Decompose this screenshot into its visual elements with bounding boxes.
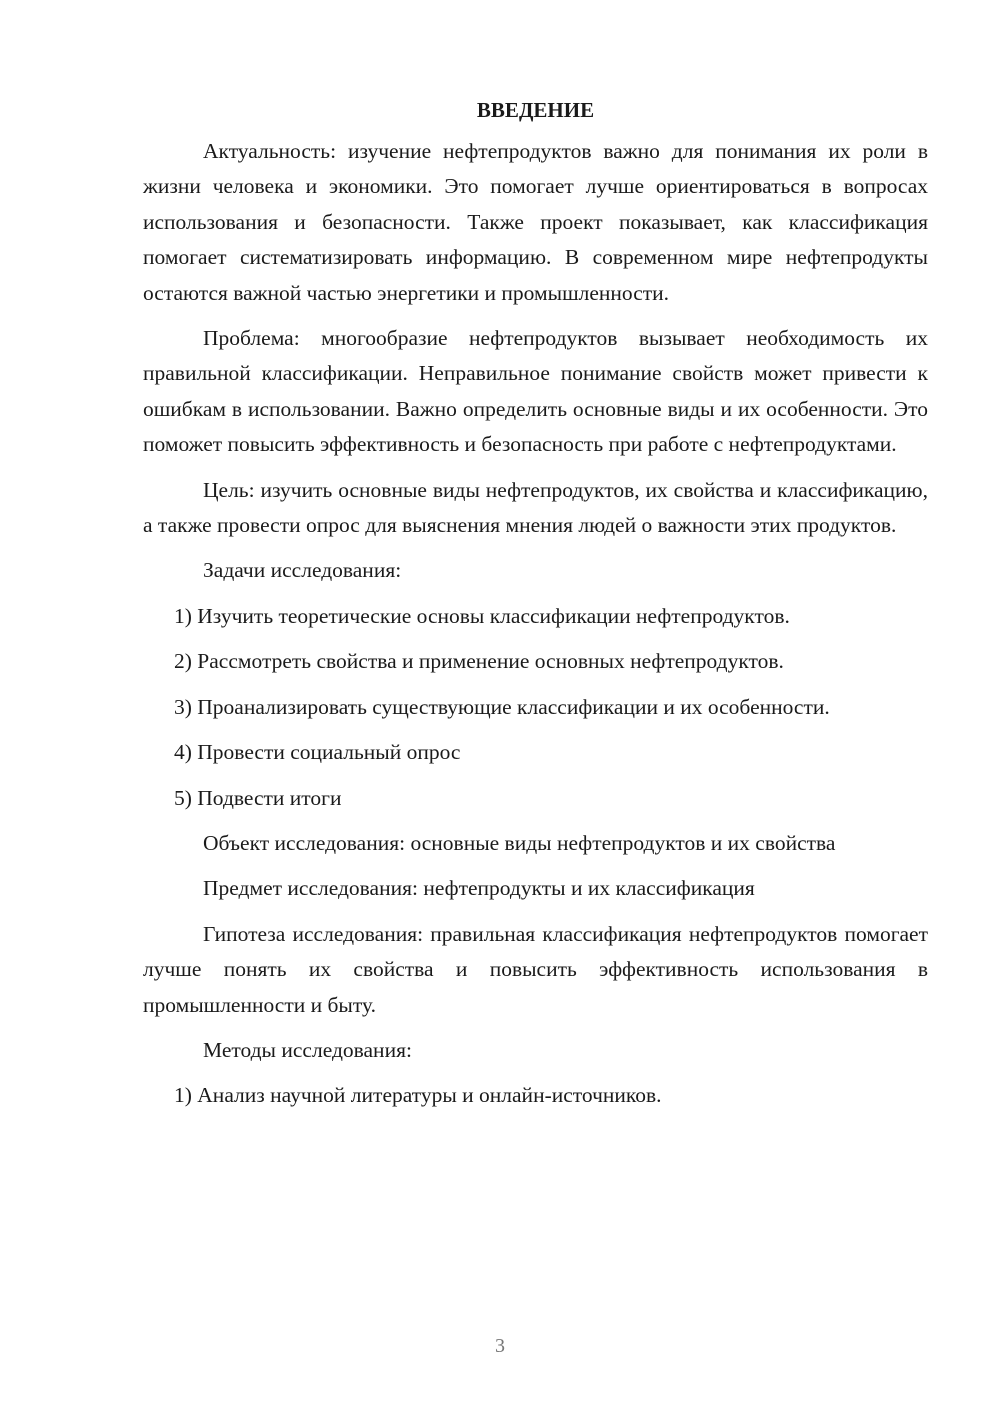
task-item: 4) Провести социальный опрос	[174, 740, 461, 765]
methods-heading: Методы исследования:	[203, 1037, 412, 1062]
task-item: 5) Подвести итоги	[174, 785, 342, 810]
subject-paragraph: Предмет исследования: нефтепродукты и их классификация	[203, 876, 755, 901]
goal-paragraph: Цель: изучить основные виды нефтепродуктов, их свойства и классификацию, а также провести опрос для выяснения мнения людей о важности этих продуктов.	[143, 477, 928, 538]
relevance-paragraph: Актуальность: изучение нефтепродуктов важно для понимания их роли в жизни человека и экономики. Это помогает лучше ориентироваться в вопросах использования и безопасности. Также проект показывает, как классификация помогает систематизировать информацию. В современном мире нефтепродукты остаются важной частью энергетики и промышленности.	[143, 139, 928, 305]
method-item: 1) Анализ научной литературы и онлайн-источников.	[174, 1083, 662, 1108]
page-content	[143, 96, 928, 1124]
hypothesis-paragraph: Гипотеза исследования: правильная классификация нефтепродуктов помогает лучше понять их свойства и повысить эффективность использования в промышленности и быту.	[143, 921, 928, 1017]
task-item: 2) Рассмотреть свойства и применение основных нефтепродуктов.	[174, 649, 784, 674]
page-title: ВВЕДЕНИЕ	[476, 98, 595, 122]
task-item: 3) Проанализировать существующие классификации и их особенности.	[174, 694, 830, 719]
tasks-heading: Задачи исследования:	[203, 558, 402, 583]
object-paragraph: Объект исследования: основные виды нефтепродуктов и их свойства	[203, 830, 836, 855]
task-item: 1) Изучить теоретические основы классификации нефтепродуктов.	[174, 603, 790, 628]
problem-paragraph: Проблема: многообразие нефтепродуктов вызывает необходимость их правильной классификации. Неправильное понимание свойств может привести к ошибкам в использовании. Важно определить основные виды и их особенности. Это поможет повысить эффективность и безопасность при работе с нефтепродуктами.	[143, 326, 928, 457]
page-number: 3	[495, 1335, 505, 1357]
